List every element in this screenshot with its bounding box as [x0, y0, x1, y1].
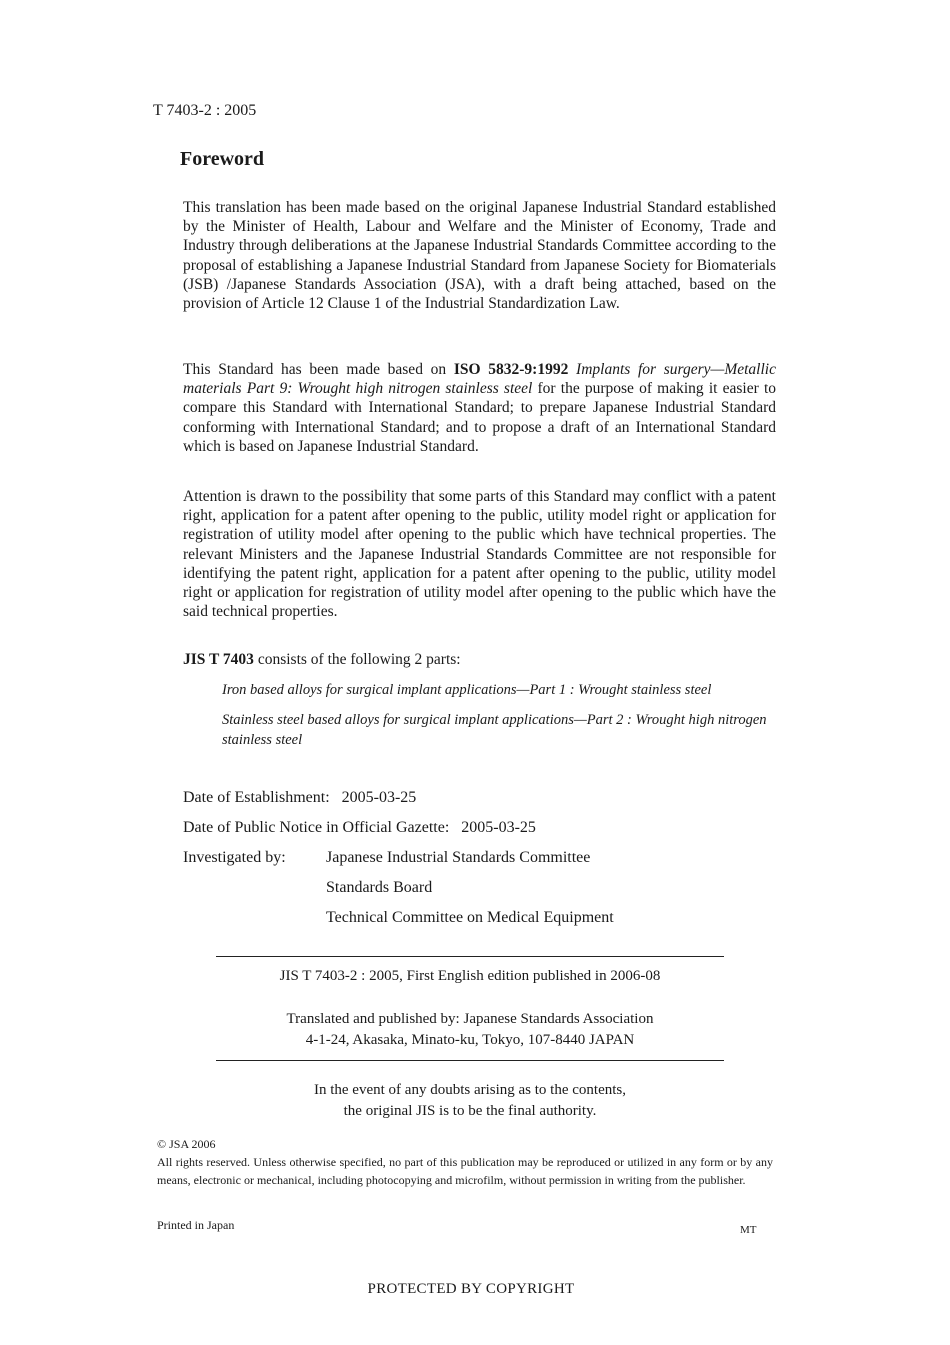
date-of-establishment: Date of Establishment: 2005-03-25	[183, 789, 417, 806]
printer-code: MT	[740, 1224, 757, 1236]
divider-top	[216, 956, 724, 957]
iso-title: Implants for surgery—Metallic materials Part 9: Wrought high nitrogen stainless steel	[183, 361, 776, 398]
paragraph-2-rest: for the purpose of making it easier to compare this Standard with International Standard; to prepare Japanese Industrial Standard conforming with International Standard; and to propose a draft of an International Standard which is based on Japanese Industrial Standard.	[183, 380, 776, 455]
printed-in: Printed in Japan	[157, 1218, 235, 1232]
authority-line-1: In the event of any doubts arising as to the contents,	[313, 1082, 626, 1098]
investigated-by-committee: Japanese Industrial Standards Committee	[326, 849, 591, 866]
parts-intro-text: consists of the following 2 parts:	[253, 651, 461, 668]
part-item-2: Stainless steel based alloys for surgical implant applications—Part 2 : Wrought high nitrogen stainless steel	[222, 712, 767, 748]
publisher-block	[216, 1009, 724, 1050]
date-of-public-notice: Date of Public Notice in Official Gazette: 2005-03-25	[183, 819, 536, 836]
paragraph-2-lead: This Standard has been made based on	[183, 361, 454, 378]
investigated-by-label: Investigated by:	[183, 849, 286, 866]
foreword-paragraph-1: This translation has been made based on the original Japanese Industrial Standard established by the Minister of Health, Labour and Welfare and the Minister of Economy, Trade and Industry through deliberations at the Japanese Industrial Standards Committee according to the proposal of establishing a Japanese Industrial Standard from Japanese Society for Biomaterials (JSB) /Japanese Standards Association (JSA), with a draft being attached, based on the provision of Article 12 Clause 1 of the Industrial Standardization Law.	[183, 199, 776, 313]
translated-by: Translated and published by: Japanese Standards Association	[286, 1011, 654, 1027]
foreword-paragraph-3: Attention is drawn to the possibility that some parts of this Standard may conflict with a patent right, application for a patent after opening to the public, utility model right or application for registration of utility model after opening to the public which have technical properties. The relevant Ministers and the Japanese Industrial Standards Committee are not responsible for identifying the patent right, application for a patent after opening to the public, utility model right or application for registration of utility model after opening to the public which have the said technical properties.	[183, 488, 776, 621]
investigated-by-board: Standards Board	[326, 879, 433, 896]
copyright-notice: © JSA 2006	[157, 1137, 216, 1151]
rights-statement: All rights reserved. Unless otherwise specified, no part of this publication may be reproduced or utilized in any form or by any means, electronic or mechanical, including photocopying and microfilm, without permission in writing from the publisher.	[157, 1155, 773, 1187]
authority-note	[216, 1080, 724, 1121]
investigated-by-technical-committee: Technical Committee on Medical Equipment	[326, 909, 614, 926]
divider-bottom	[216, 1060, 724, 1061]
publisher-address: 4-1-24, Akasaka, Minato-ku, Tokyo, 107-8440 JAPAN	[305, 1031, 635, 1048]
page-title: Foreword	[180, 148, 265, 170]
authority-line-2: the original JIS is to be the final authority.	[343, 1102, 597, 1119]
parts-intro	[183, 650, 776, 669]
document-code: T 7403-2 : 2005	[153, 102, 257, 119]
foreword-paragraph-2	[183, 360, 776, 456]
copyright-footer: PROTECTED BY COPYRIGHT	[367, 1281, 575, 1297]
part-item-1: Iron based alloys for surgical implant applications—Part 1 : Wrought stainless steel	[222, 682, 712, 698]
iso-reference: ISO 5832-9:1992	[453, 361, 569, 378]
standard-name: JIS T 7403	[183, 651, 254, 668]
edition-line: JIS T 7403-2 : 2005, First English edition published in 2006-08	[279, 968, 661, 984]
